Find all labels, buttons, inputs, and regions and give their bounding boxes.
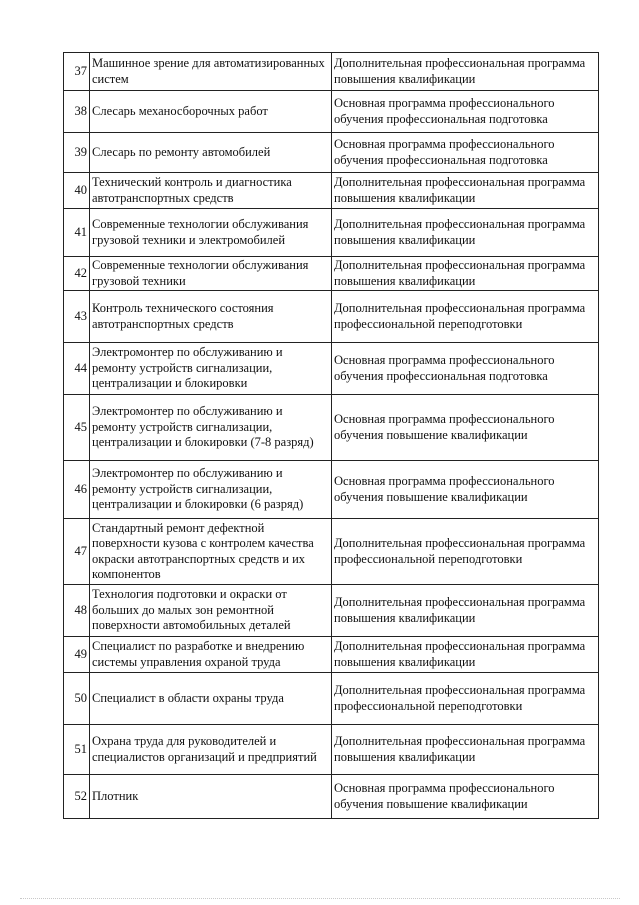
table-row [64, 461, 599, 519]
program-type: Дополнительная профессиональная программа повышения квалификации [332, 53, 599, 91]
program-name: Слесарь по ремонту автомобилей [90, 133, 332, 173]
row-number: 51 [64, 725, 90, 775]
row-number: 48 [64, 585, 90, 637]
table-row [64, 775, 599, 819]
program-name: Современные технологии обслуживания грузовой техники [90, 257, 332, 291]
table-row [64, 53, 599, 91]
program-type: Основная программа профессионального обучения повышение квалификации [332, 395, 599, 461]
table-row [64, 343, 599, 395]
table-row [64, 395, 599, 461]
programs-table [63, 52, 599, 819]
program-name: Технический контроль и диагностика автотранспортных средств [90, 173, 332, 209]
program-name: Охрана труда для руководителей и специалистов организаций и предприятий [90, 725, 332, 775]
table-row [64, 173, 599, 209]
program-name: Современные технологии обслуживания грузовой техники и электромобилей [90, 209, 332, 257]
program-name: Специалист в области охраны труда [90, 673, 332, 725]
table-row [64, 519, 599, 585]
table-row [64, 673, 599, 725]
program-type: Дополнительная профессиональная программа профессиональной переподготовки [332, 673, 599, 725]
row-number: 47 [64, 519, 90, 585]
program-type: Основная программа профессионального обучения профессиональная подготовка [332, 133, 599, 173]
row-number: 44 [64, 343, 90, 395]
table-row [64, 291, 599, 343]
program-type: Дополнительная профессиональная программа повышения квалификации [332, 257, 599, 291]
program-name: Электромонтер по обслуживанию и ремонту устройств сигнализации, централизации и блокировки [90, 343, 332, 395]
program-type: Дополнительная профессиональная программа повышения квалификации [332, 585, 599, 637]
program-type: Дополнительная профессиональная программа профессиональной переподготовки [332, 291, 599, 343]
program-name: Слесарь механосборочных работ [90, 91, 332, 133]
program-name: Контроль технического состояния автотранспортных средств [90, 291, 332, 343]
row-number: 40 [64, 173, 90, 209]
table-row [64, 91, 599, 133]
row-number: 38 [64, 91, 90, 133]
row-number: 37 [64, 53, 90, 91]
row-number: 43 [64, 291, 90, 343]
program-type: Основная программа профессионального обучения профессиональная подготовка [332, 343, 599, 395]
table-row [64, 257, 599, 291]
row-number: 42 [64, 257, 90, 291]
program-type: Дополнительная профессиональная программа профессиональной переподготовки [332, 519, 599, 585]
program-type: Дополнительная профессиональная программа повышения квалификации [332, 637, 599, 673]
program-name: Электромонтер по обслуживанию и ремонту устройств сигнализации, централизации и блокировки (7-8 разряд) [90, 395, 332, 461]
table-row [64, 209, 599, 257]
row-number: 41 [64, 209, 90, 257]
page-divider [20, 898, 620, 899]
program-name: Электромонтер по обслуживанию и ремонту устройств сигнализации, централизации и блокировки (6 разряд) [90, 461, 332, 519]
row-number: 39 [64, 133, 90, 173]
program-name: Стандартный ремонт дефектной поверхности кузова с контролем качества окраски автотранспортных средств и их компонентов [90, 519, 332, 585]
program-type: Основная программа профессионального обучения профессиональная подготовка [332, 91, 599, 133]
program-type: Дополнительная профессиональная программа повышения квалификации [332, 209, 599, 257]
table-row [64, 585, 599, 637]
table-row [64, 133, 599, 173]
program-type: Основная программа профессионального обучения повышение квалификации [332, 461, 599, 519]
program-type: Дополнительная профессиональная программа повышения квалификации [332, 173, 599, 209]
program-type: Дополнительная профессиональная программа повышения квалификации [332, 725, 599, 775]
program-name: Технология подготовки и окраски от больших до малых зон ремонтной поверхности автомобильных деталей [90, 585, 332, 637]
table-row [64, 637, 599, 673]
program-name: Плотник [90, 775, 332, 819]
program-name: Специалист по разработке и внедрению системы управления охраной труда [90, 637, 332, 673]
row-number: 50 [64, 673, 90, 725]
program-name: Машинное зрение для автоматизированных систем [90, 53, 332, 91]
row-number: 49 [64, 637, 90, 673]
table-row [64, 725, 599, 775]
program-type: Основная программа профессионального обучения повышение квалификации [332, 775, 599, 819]
row-number: 52 [64, 775, 90, 819]
row-number: 46 [64, 461, 90, 519]
row-number: 45 [64, 395, 90, 461]
